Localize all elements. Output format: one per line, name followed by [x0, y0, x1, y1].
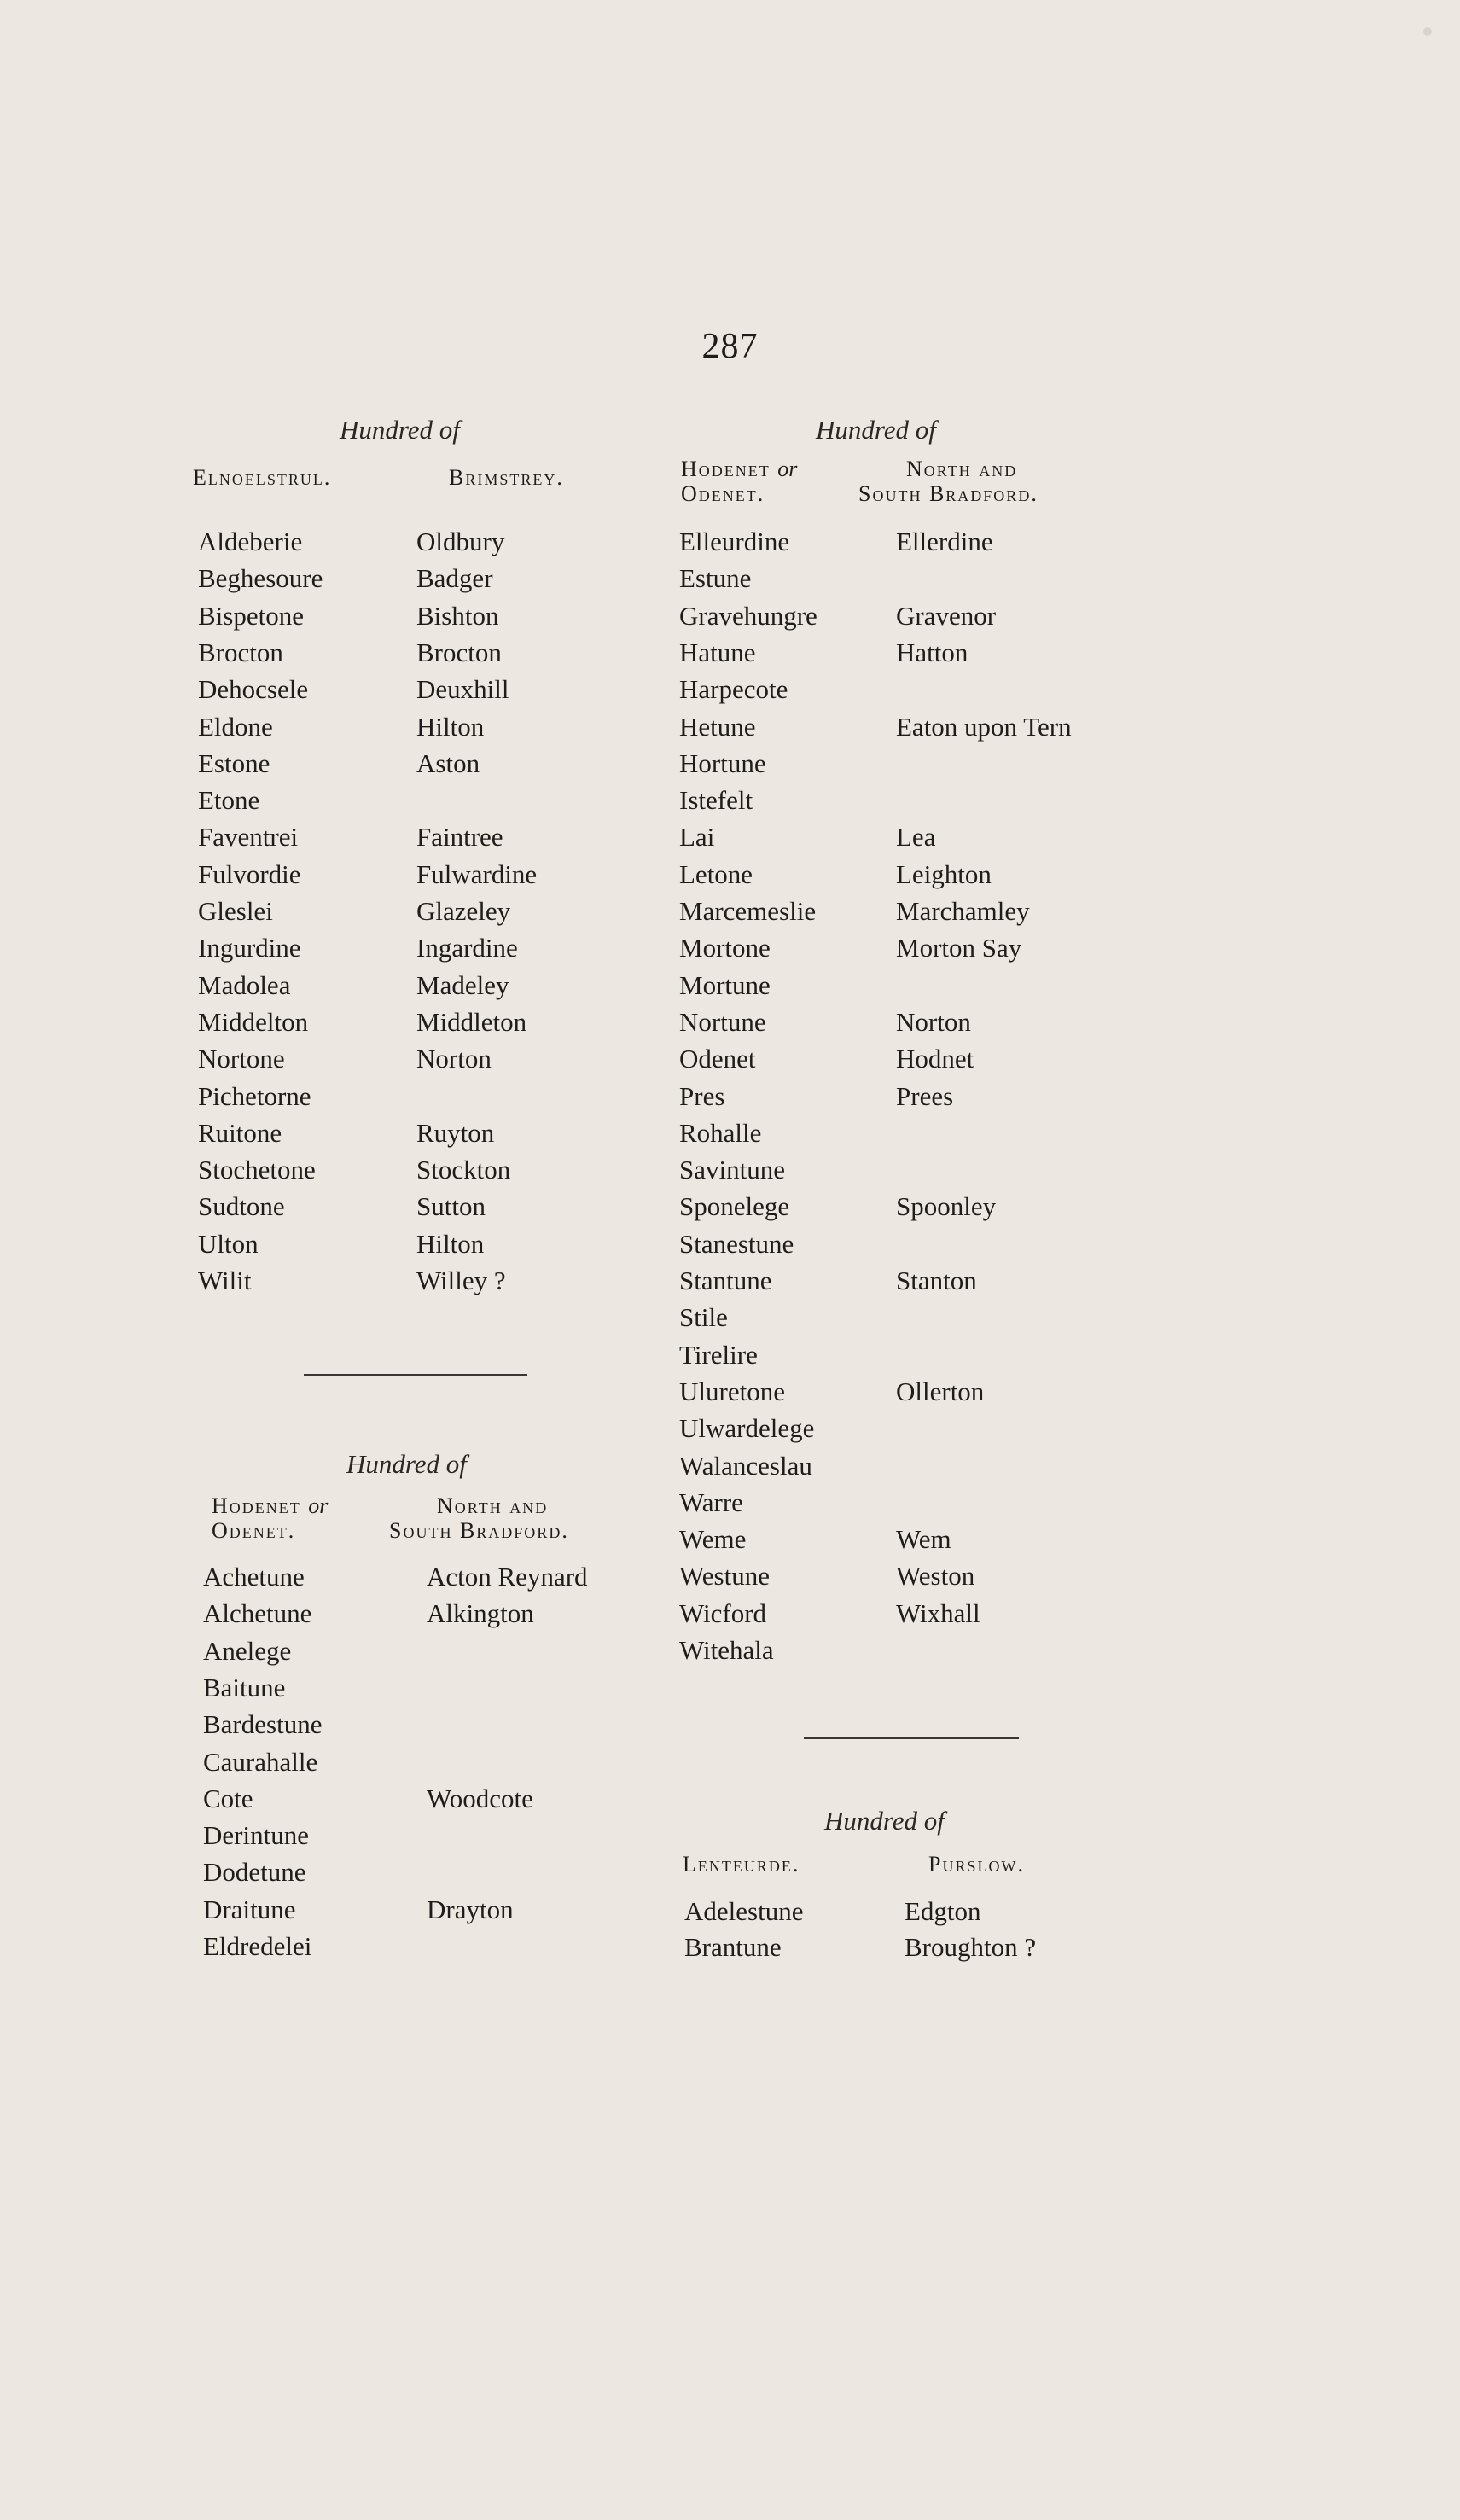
- domesday-name: Uluretone: [679, 1376, 785, 1406]
- domesday-name: Sudtone: [198, 1191, 285, 1222]
- header-line1: Hodenet: [681, 457, 771, 481]
- modern-name: Leighton: [896, 858, 992, 889]
- header-line1: North and: [906, 457, 1018, 481]
- modern-name: Stanton: [896, 1266, 977, 1295]
- domesday-name: Estone: [198, 748, 270, 778]
- modern-name: Stockton: [416, 1155, 511, 1185]
- domesday-name: Pres: [679, 1080, 725, 1111]
- modern-name: Weston: [896, 1561, 975, 1592]
- domesday-name: Middelton: [198, 1006, 309, 1037]
- domesday-name: Aldeberie: [198, 527, 303, 556]
- modern-name: Bishton: [416, 600, 499, 631]
- modern-name: Brocton: [416, 637, 502, 667]
- domesday-name: Dodetune: [203, 1857, 306, 1888]
- domesday-name: Ulton: [198, 1228, 259, 1259]
- modern-name: Badger: [416, 563, 493, 594]
- domesday-name: Bispetone: [198, 600, 304, 631]
- hundred-heading: Hundred of: [816, 415, 936, 445]
- modern-name: Wem: [896, 1524, 951, 1555]
- column-header-old: Elnoelstrul.: [193, 465, 332, 490]
- domesday-name: Rohalle: [679, 1117, 762, 1148]
- domesday-name: Brocton: [198, 637, 283, 667]
- domesday-name: Mortune: [679, 969, 771, 1000]
- domesday-name: Elleurdine: [679, 527, 790, 556]
- domesday-name: Adelestune: [684, 1896, 804, 1926]
- domesday-name: Caurahalle: [203, 1746, 318, 1777]
- modern-name: Fulwardine: [416, 858, 538, 889]
- modern-name: Wixhall: [896, 1598, 980, 1628]
- header-line2: Odenet.: [212, 1518, 296, 1543]
- hundred-heading: Hundred of: [340, 415, 460, 445]
- domesday-name: Brantune: [684, 1932, 782, 1962]
- domesday-name: Ruitone: [198, 1117, 282, 1148]
- column-header-old: [212, 1493, 328, 1543]
- modern-name: Marchamley: [896, 896, 1030, 926]
- header-line1: Hodenet: [212, 1493, 301, 1518]
- modern-name: Morton Say: [896, 933, 1022, 963]
- domesday-name: Sponelege: [679, 1191, 790, 1222]
- modern-name: Aston: [416, 748, 480, 778]
- domesday-name: Draitune: [203, 1894, 296, 1924]
- domesday-name: Ulwardelege: [679, 1413, 815, 1444]
- domesday-name: Etone: [198, 785, 260, 816]
- modern-name: Norton: [896, 1006, 971, 1037]
- domesday-name: Hatune: [679, 637, 756, 667]
- domesday-name: Gleslei: [198, 896, 273, 926]
- modern-name: Broughton ?: [905, 1932, 1037, 1962]
- domesday-name: Cote: [203, 1783, 253, 1813]
- domesday-name: Lai: [679, 822, 715, 853]
- header-line2: Odenet.: [681, 481, 765, 506]
- modern-name: Acton Reynard: [427, 1562, 588, 1592]
- domesday-name: Estune: [679, 563, 752, 594]
- column-header-old: Lenteurde.: [683, 1852, 800, 1877]
- domesday-name: Marcemeslie: [679, 896, 817, 926]
- modern-name: Middleton: [416, 1006, 527, 1037]
- modern-name: Deuxhill: [416, 674, 509, 705]
- modern-name: Faintree: [416, 822, 503, 853]
- domesday-name: Witehala: [679, 1635, 774, 1665]
- column-header-old: [681, 457, 797, 506]
- modern-name: Madeley: [416, 969, 509, 1000]
- domesday-name: Weme: [679, 1524, 747, 1555]
- column-header-modern: [858, 457, 1038, 506]
- domesday-name: Eldredelei: [203, 1931, 312, 1961]
- column-header-modern: Brimstrey.: [449, 465, 564, 490]
- modern-name: Hatton: [896, 637, 968, 667]
- domesday-name: Ingurdine: [198, 933, 301, 963]
- modern-name: Oldbury: [416, 527, 505, 556]
- modern-name: Lea: [896, 822, 936, 853]
- header-line2: South Bradford.: [858, 481, 1038, 506]
- domesday-name: Pichetorne: [198, 1080, 311, 1111]
- modern-name: Ollerton: [896, 1376, 985, 1406]
- domesday-name: Mortone: [679, 933, 771, 963]
- modern-name: Sutton: [416, 1191, 486, 1222]
- header-line2: South Bradford.: [389, 1518, 569, 1543]
- section-divider: [304, 1374, 527, 1376]
- domesday-name: Stile: [679, 1302, 728, 1333]
- domesday-name: Alchetune: [203, 1598, 312, 1629]
- domesday-name: Letone: [679, 858, 753, 889]
- domesday-name: Achetune: [203, 1562, 305, 1592]
- domesday-name: Stantune: [679, 1266, 772, 1295]
- column-header-modern: Purslow.: [928, 1852, 1025, 1877]
- page-number: 287: [701, 327, 759, 366]
- modern-name: Spoonley: [896, 1191, 997, 1222]
- domesday-name: Bardestune: [203, 1709, 323, 1740]
- hundred-heading: Hundred of: [346, 1449, 467, 1479]
- section-divider: [804, 1737, 1019, 1739]
- domesday-name: Fulvordie: [198, 858, 301, 889]
- domesday-name: Westune: [679, 1561, 770, 1592]
- modern-name: Glazeley: [416, 896, 511, 926]
- modern-name: Norton: [416, 1044, 492, 1074]
- modern-name: Ellerdine: [896, 527, 993, 556]
- header-or: or: [308, 1493, 329, 1518]
- domesday-name: Anelege: [203, 1635, 292, 1666]
- domesday-name: Dehocsele: [198, 674, 309, 705]
- modern-name: Hilton: [416, 1228, 485, 1259]
- modern-name: Hodnet: [896, 1044, 974, 1074]
- domesday-name: Wilit: [198, 1266, 252, 1295]
- column-header-modern: [389, 1493, 569, 1543]
- modern-name: Prees: [896, 1080, 954, 1111]
- modern-name: Drayton: [427, 1894, 514, 1924]
- header-or: or: [777, 457, 798, 481]
- modern-name: Willey ?: [416, 1266, 506, 1295]
- domesday-name: Odenet: [679, 1044, 756, 1074]
- domesday-name: Istefelt: [679, 785, 753, 816]
- modern-name: Ingardine: [416, 933, 518, 963]
- modern-name: Eaton upon Tern: [896, 711, 1072, 742]
- domesday-name: Harpecote: [679, 674, 788, 705]
- domesday-name: Nortone: [198, 1044, 285, 1074]
- domesday-name: Savintune: [679, 1155, 785, 1185]
- domesday-name: Stochetone: [198, 1155, 316, 1185]
- domesday-name: Hetune: [679, 711, 756, 742]
- domesday-name: Nortune: [679, 1006, 766, 1037]
- domesday-name: Baitune: [203, 1672, 286, 1702]
- domesday-name: Warre: [679, 1487, 743, 1517]
- modern-name: Woodcote: [427, 1783, 533, 1813]
- modern-name: Hilton: [416, 711, 485, 742]
- domesday-name: Walanceslau: [679, 1450, 812, 1481]
- header-line1: North and: [437, 1493, 549, 1518]
- domesday-name: Wicford: [679, 1598, 767, 1628]
- modern-name: Alkington: [427, 1598, 534, 1629]
- domesday-name: Beghesoure: [198, 563, 323, 594]
- modern-name: Gravenor: [896, 600, 997, 631]
- domesday-name: Eldone: [198, 711, 273, 742]
- domesday-name: Hortune: [679, 748, 766, 778]
- modern-name: Edgton: [905, 1896, 981, 1926]
- domesday-name: Faventrei: [198, 822, 299, 853]
- modern-name: Ruyton: [416, 1117, 495, 1148]
- domesday-name: Tirelire: [679, 1339, 758, 1370]
- domesday-name: Stanestune: [679, 1228, 794, 1259]
- domesday-name: Gravehungre: [679, 600, 817, 631]
- hundred-heading: Hundred of: [824, 1806, 945, 1836]
- page-speck: [1423, 27, 1432, 36]
- domesday-name: Derintune: [203, 1820, 309, 1851]
- domesday-name: Madolea: [198, 969, 291, 1000]
